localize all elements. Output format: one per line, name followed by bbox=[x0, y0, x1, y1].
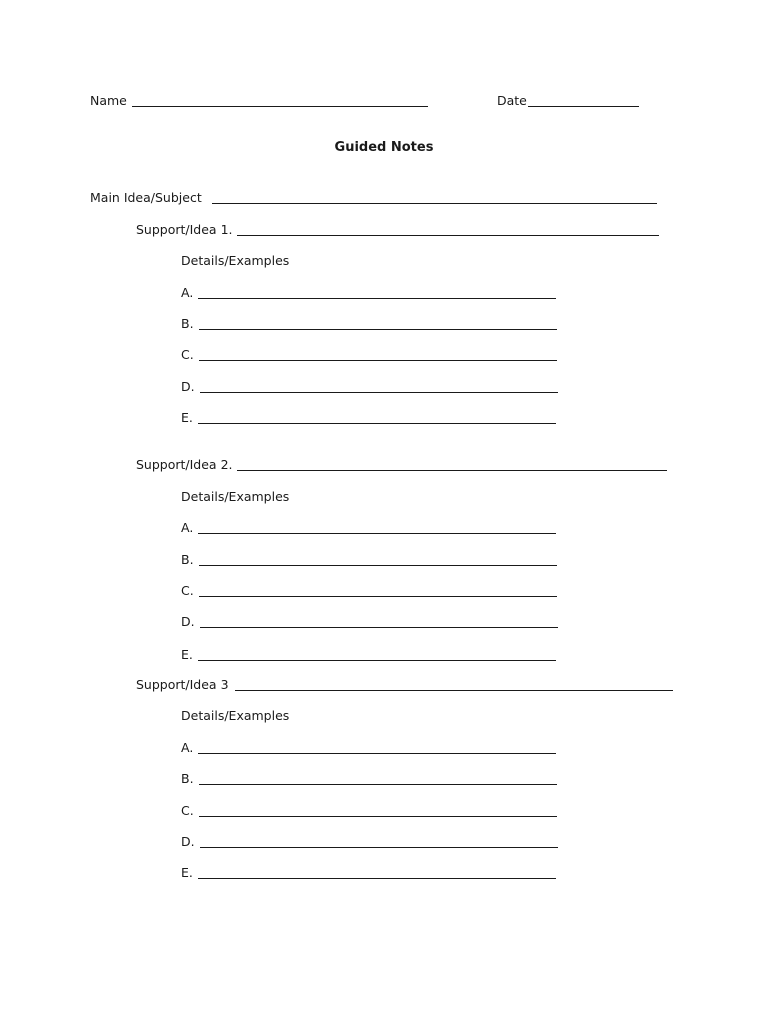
main-idea-field[interactable] bbox=[212, 202, 657, 204]
detail-field[interactable] bbox=[200, 391, 558, 393]
detail-field[interactable] bbox=[199, 815, 557, 817]
detail-row bbox=[181, 347, 557, 363]
main-idea-row bbox=[90, 190, 657, 206]
detail-field[interactable] bbox=[199, 595, 557, 597]
detail-letter: A. bbox=[181, 285, 194, 300]
detail-row bbox=[181, 865, 556, 881]
support-idea-label: Support/Idea 2. bbox=[136, 457, 233, 472]
detail-row bbox=[181, 583, 557, 599]
support-idea-1-field[interactable] bbox=[237, 234, 659, 236]
detail-letter: A. bbox=[181, 740, 194, 755]
date-row bbox=[497, 93, 639, 109]
detail-letter: B. bbox=[181, 552, 194, 567]
support-idea-3-row bbox=[136, 677, 673, 693]
detail-row bbox=[181, 614, 558, 630]
detail-letter: D. bbox=[181, 379, 195, 394]
details-label: Details/Examples bbox=[181, 708, 290, 723]
name-label: Name bbox=[90, 93, 127, 108]
detail-letter: D. bbox=[181, 834, 195, 849]
details-label: Details/Examples bbox=[181, 489, 290, 504]
details-heading bbox=[181, 489, 289, 505]
detail-letter: D. bbox=[181, 614, 195, 629]
detail-letter: A. bbox=[181, 520, 194, 535]
support-idea-1-row bbox=[136, 222, 659, 238]
detail-row bbox=[181, 803, 557, 819]
detail-letter: B. bbox=[181, 771, 194, 786]
date-field[interactable] bbox=[528, 105, 639, 107]
detail-field[interactable] bbox=[198, 752, 556, 754]
detail-letter: B. bbox=[181, 316, 194, 331]
page-title: Guided Notes bbox=[334, 140, 434, 155]
support-idea-2-row bbox=[136, 457, 667, 473]
detail-row bbox=[181, 410, 556, 426]
main-idea-label: Main Idea/Subject bbox=[90, 190, 202, 205]
detail-field[interactable] bbox=[198, 422, 556, 424]
support-idea-label: Support/Idea 1. bbox=[136, 222, 233, 237]
detail-row bbox=[181, 379, 558, 395]
detail-row bbox=[181, 771, 557, 787]
details-label: Details/Examples bbox=[181, 253, 290, 268]
detail-row bbox=[181, 520, 556, 536]
details-heading bbox=[181, 708, 289, 724]
detail-letter: C. bbox=[181, 583, 194, 598]
detail-field[interactable] bbox=[198, 532, 556, 534]
detail-field[interactable] bbox=[200, 846, 558, 848]
detail-field[interactable] bbox=[199, 783, 557, 785]
support-idea-3-field[interactable] bbox=[235, 689, 673, 691]
date-label: Date bbox=[497, 93, 527, 108]
detail-row bbox=[181, 834, 558, 850]
detail-letter: E. bbox=[181, 410, 193, 425]
detail-field[interactable] bbox=[199, 328, 557, 330]
name-field[interactable] bbox=[132, 105, 428, 107]
details-heading bbox=[181, 253, 289, 269]
detail-row bbox=[181, 316, 557, 332]
detail-field[interactable] bbox=[199, 359, 557, 361]
detail-letter: C. bbox=[181, 803, 194, 818]
support-idea-2-field[interactable] bbox=[237, 469, 667, 471]
detail-field[interactable] bbox=[198, 659, 556, 661]
support-idea-label: Support/Idea 3 bbox=[136, 677, 229, 692]
detail-letter: E. bbox=[181, 647, 193, 662]
detail-row bbox=[181, 552, 557, 568]
detail-row bbox=[181, 647, 556, 663]
name-row bbox=[90, 93, 428, 109]
detail-field[interactable] bbox=[198, 297, 556, 299]
detail-letter: C. bbox=[181, 347, 194, 362]
detail-row bbox=[181, 285, 556, 301]
detail-field[interactable] bbox=[198, 877, 556, 879]
detail-row bbox=[181, 740, 556, 756]
detail-field[interactable] bbox=[200, 626, 558, 628]
detail-letter: E. bbox=[181, 865, 193, 880]
detail-field[interactable] bbox=[199, 564, 557, 566]
